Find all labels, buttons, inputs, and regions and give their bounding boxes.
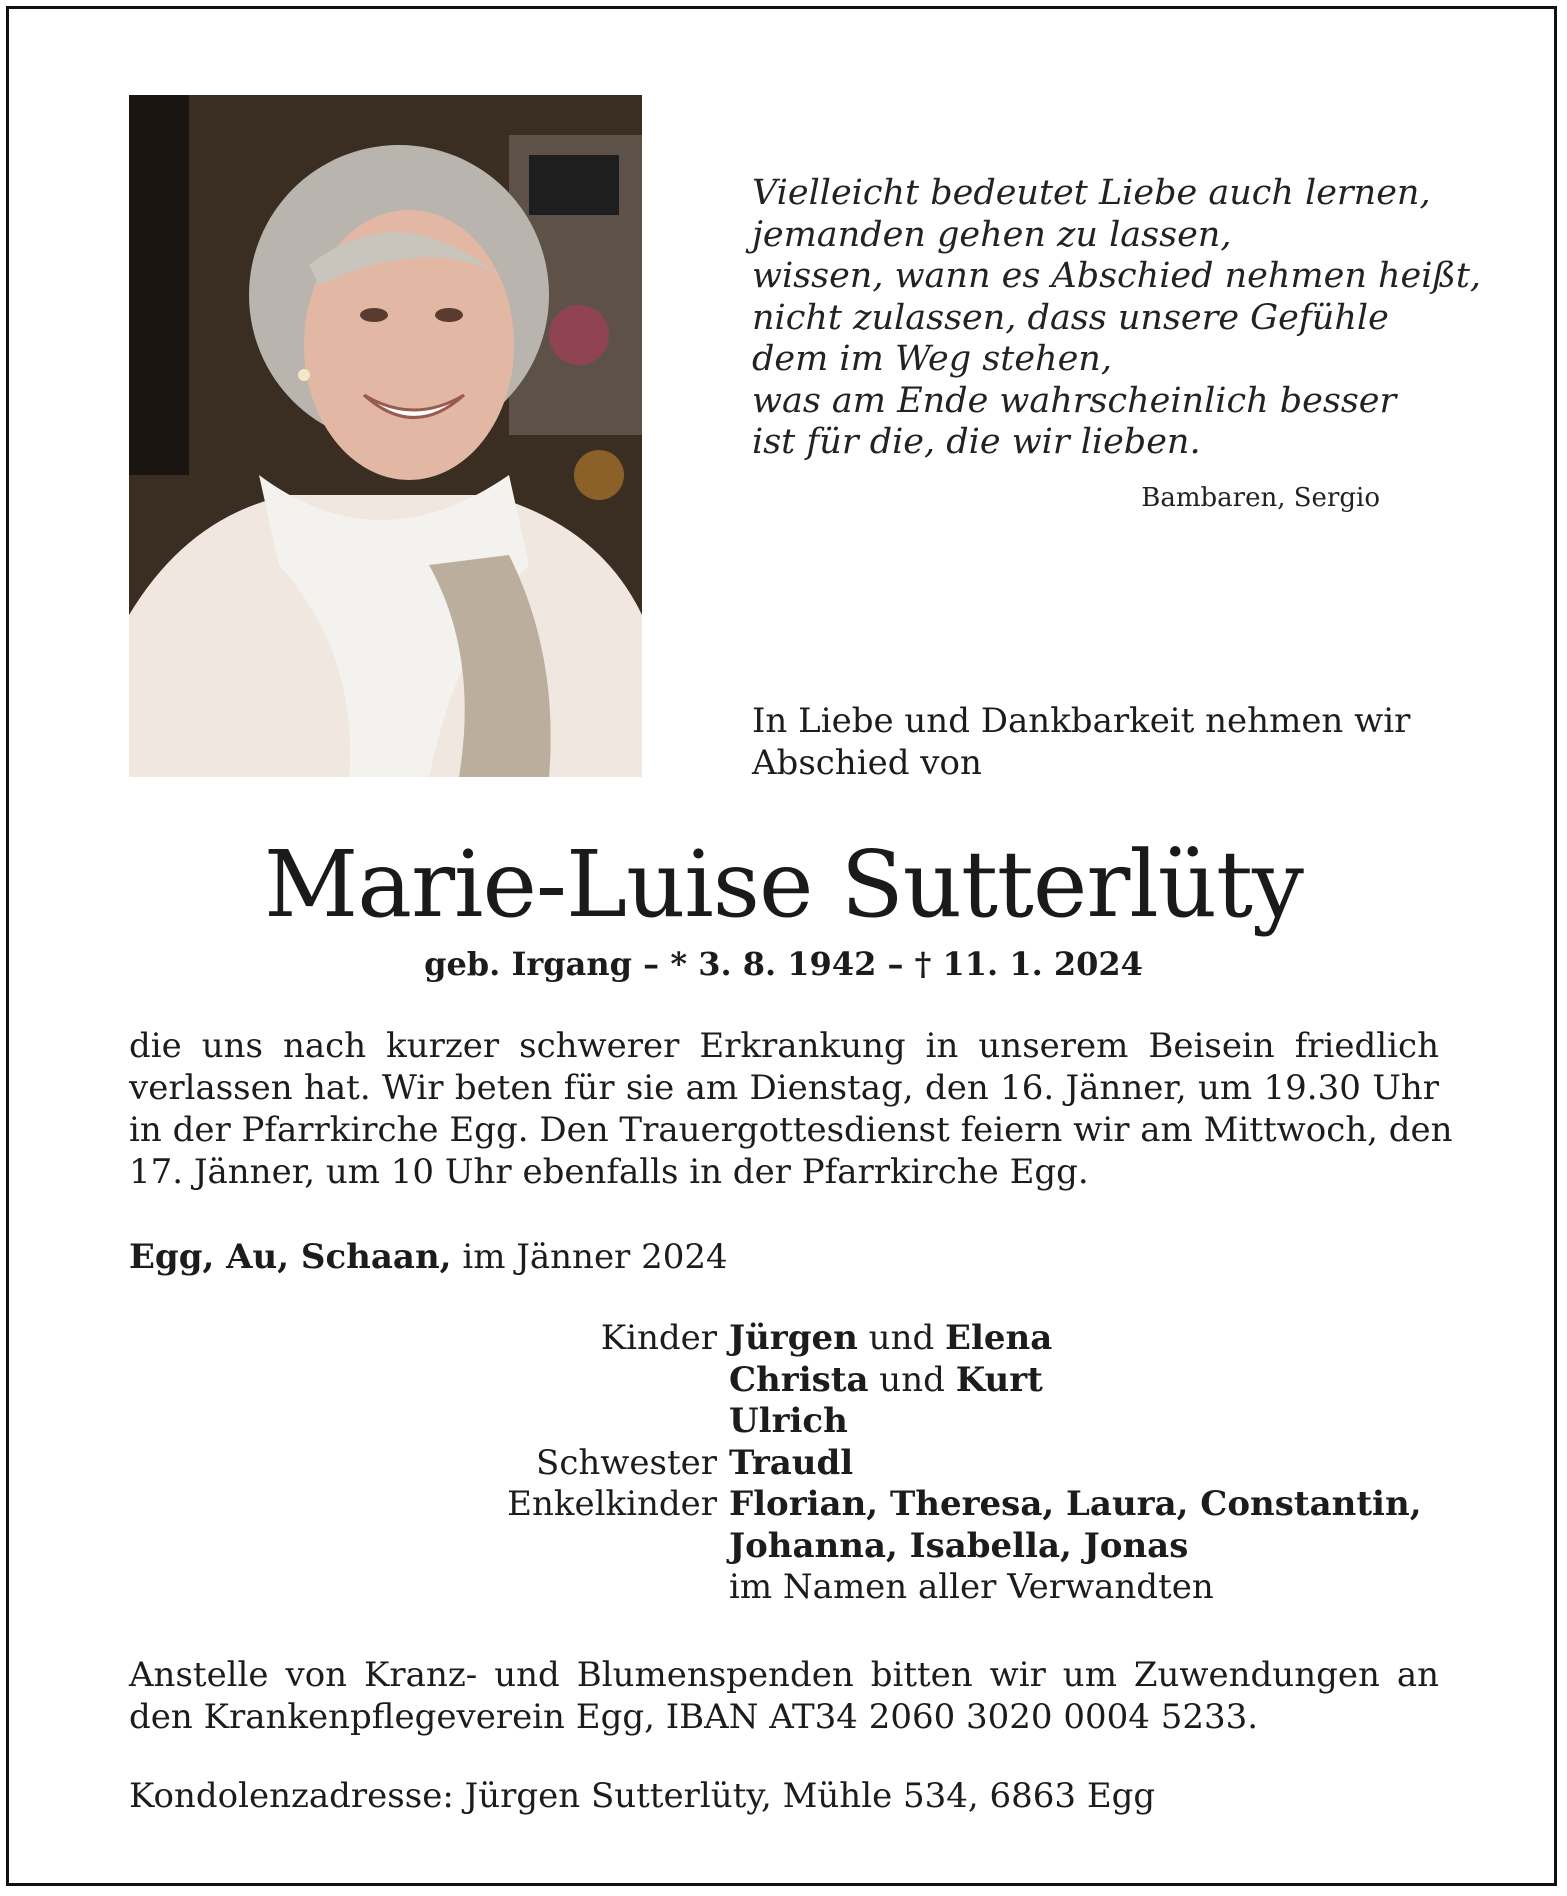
quote-line: nicht zulassen, dass unsere Gefühle <box>752 297 1389 338</box>
announcement-line: verlassen hat. Wir beten für sie am Dienstag, den 16. Jänner, um 19.30 Uhr <box>129 1068 1439 1108</box>
announcement-line: in der Pfarrkirche Egg. Den Trauergottesdienst feiern wir am Mittwoch, den <box>129 1110 1453 1150</box>
family-row <box>129 1567 1439 1609</box>
family-row <box>129 1526 1439 1568</box>
birth-death-dates: geb. Irgang – * 3. 8. 1942 – † 11. 1. 2024 <box>424 945 1143 983</box>
intro-line: Abschied von <box>752 743 982 783</box>
quote-line: ist für die, die wir lieben. <box>752 422 1201 462</box>
condolence-address: Kondolenzadresse: Jürgen Sutterlüty, Mühle 534, 6863 Egg <box>129 1776 1156 1816</box>
family-name: Ulrich <box>729 1401 848 1441</box>
donation-line: den Krankenpflegeverein Egg, IBAN AT34 2060 3020 0004 5233. <box>129 1697 1259 1737</box>
portrait-photo <box>129 95 642 777</box>
place-date <box>129 1237 728 1277</box>
family-name: Johanna, Isabella, Jonas <box>729 1525 1189 1566</box>
family-name: Elena <box>945 1318 1053 1358</box>
donation-line: Anstelle von Kranz- und Blumenspenden bitten wir um Zuwendungen an <box>129 1655 1439 1695</box>
quote-line: dem im Weg stehen, <box>752 339 1112 379</box>
role-label: Kinder <box>600 1318 717 1358</box>
quote-line: wissen, wann es Abschied nehmen heißt, <box>752 256 1482 296</box>
quote <box>752 173 1482 464</box>
family-row <box>129 1318 1439 1360</box>
conjunction: und <box>857 1318 946 1358</box>
family-row <box>129 1484 1439 1526</box>
role-label: Schwester <box>536 1442 717 1483</box>
donation-text <box>129 1654 1439 1738</box>
relatives-note: im Namen aller Verwandten <box>729 1567 1214 1607</box>
announcement-line: 17. Jänner, um 10 Uhr ebenfalls in der Pfarrkirche Egg. <box>129 1152 1089 1192</box>
family-name: Kurt <box>955 1359 1043 1400</box>
place-names: Egg, Au, Schaan, <box>129 1237 452 1277</box>
announcement-line: die uns nach kurzer schwerer Erkrankung in unserem Beisein friedlich <box>129 1026 1439 1066</box>
family-list <box>129 1318 1439 1609</box>
family-name: Christa <box>729 1359 869 1400</box>
deceased-name: Marie-Luise Sutterlüty <box>264 831 1303 938</box>
intro-text <box>752 700 1442 784</box>
announcement-text <box>129 1025 1453 1193</box>
quote-line: Vielleicht bedeutet Liebe auch lernen, <box>752 173 1431 213</box>
family-name: Jürgen <box>729 1318 858 1358</box>
conjunction: und <box>868 1359 956 1400</box>
portrait-illustration <box>129 95 642 777</box>
family-name: Traudl <box>729 1442 854 1483</box>
quote-line: was am Ende wahrscheinlich besser <box>752 380 1397 421</box>
family-row <box>129 1401 1439 1443</box>
intro-line: In Liebe und Dankbarkeit nehmen wir <box>752 701 1411 741</box>
family-row <box>129 1443 1439 1485</box>
quote-author: Bambaren, Sergio <box>1141 483 1380 513</box>
place-month: im Jänner 2024 <box>451 1237 728 1277</box>
role-label: Enkelkinder <box>507 1484 717 1524</box>
family-name: Florian, Theresa, Laura, Constantin, <box>729 1484 1422 1524</box>
quote-line: jemanden gehen zu lassen, <box>752 214 1232 255</box>
family-row <box>129 1360 1439 1402</box>
